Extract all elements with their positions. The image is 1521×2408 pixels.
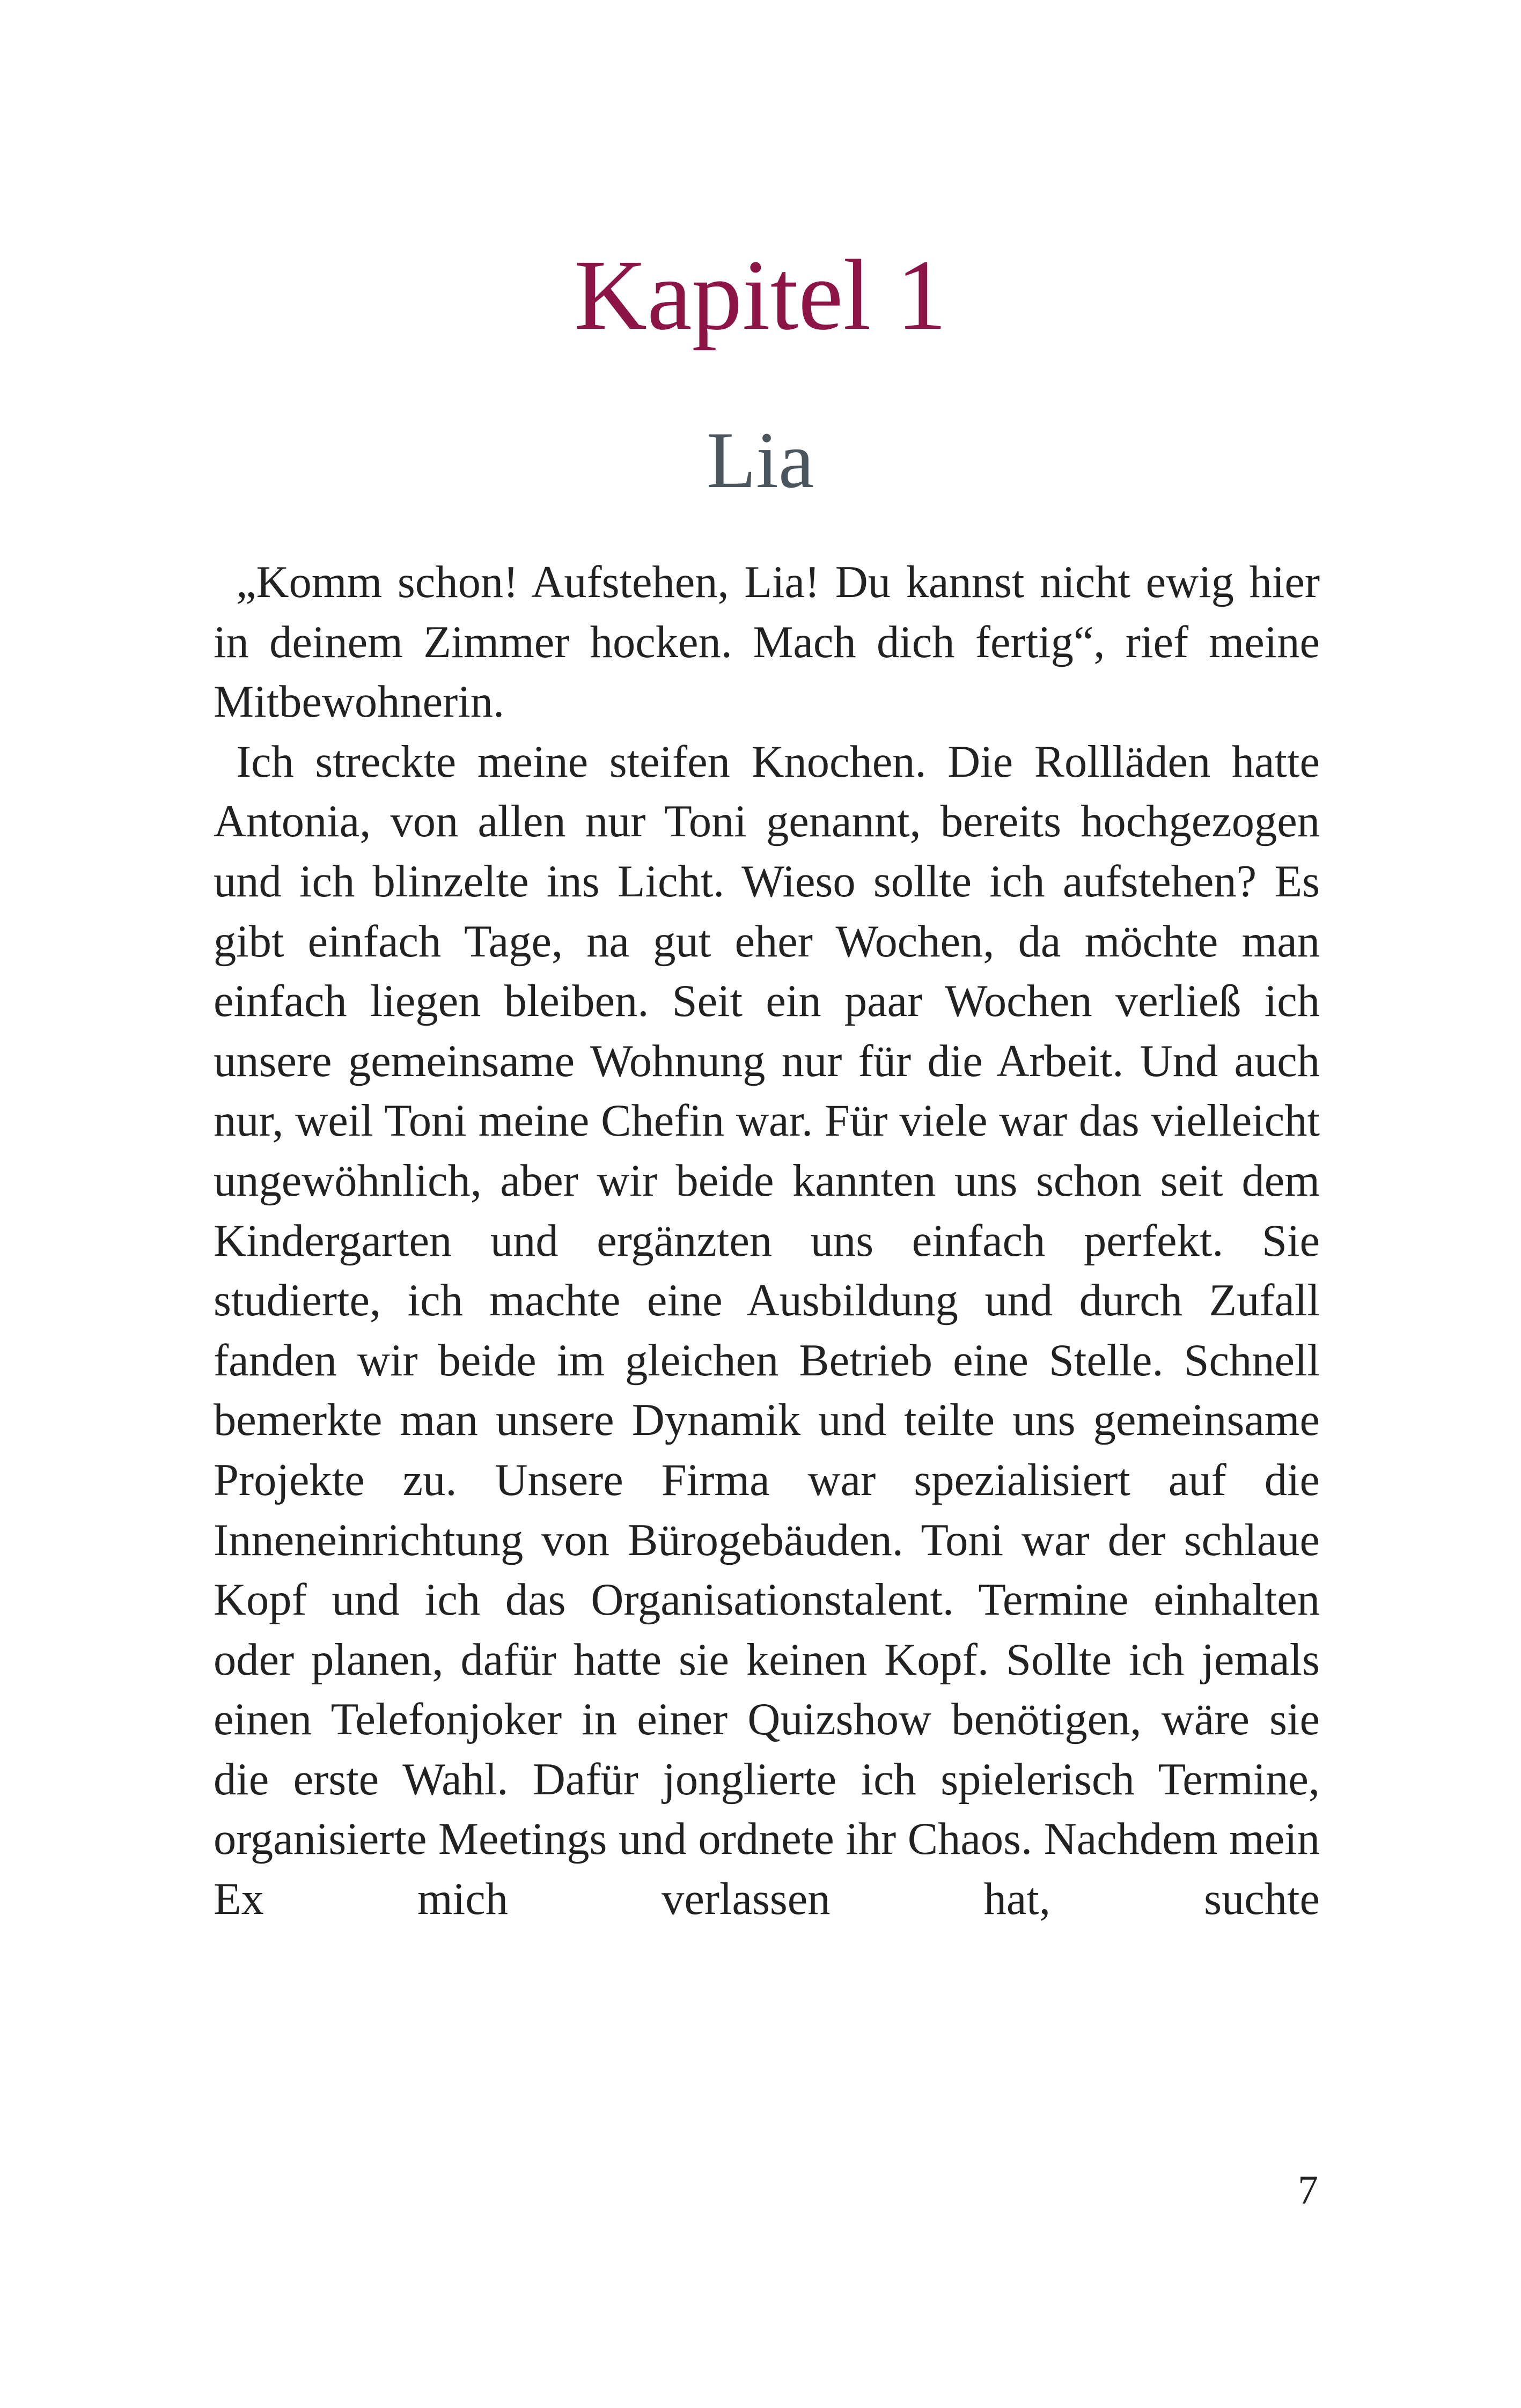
chapter-subtitle: Lia <box>707 416 814 505</box>
paragraph-1: „Komm schon! Aufstehen, Lia! Du kannst nicht ewig hier in deinem Zimmer hocken. Mach dich fertig“, rief meine Mitbewohnerin. <box>214 557 1320 727</box>
page-number: 7 <box>1298 2168 1318 2213</box>
paragraph-2: Ich streckte meine steifen Knochen. Die Rollläden hatte Antonia, von allen nur Toni genannt, bereits hochgezogen und ich blinzelte ins Licht. Wieso sollte ich aufstehen? Es gibt einfach Tage, na gut eher Wochen, da möchte man einfach liegen bleiben. Seit ein paar Wochen verließ ich unsere gemeinsame Wohnung nur für die Arbeit. Und auch nur, weil Toni meine Chefin war. Für viele war das vielleicht ungewöhnlich, aber wir beide kannten uns schon seit dem Kindergarten und ergänzten uns einfach perfekt. Sie studierte, ich machte eine Ausbildung und durch Zufall fanden wir beide im gleichen Betrieb eine Stelle. Schnell bemerkte man unsere Dynamik und teilte uns gemeinsame Projekte zu. Unsere Firma war spezialisiert auf die Inneneinrichtung von Bürogebäuden. Toni war der schlaue Kopf und ich das Organisationstalent. Termine einhalten oder planen, dafür hatte sie keinen Kopf. Sollte ich jemals einen Telefonjoker in einer Quizshow benötigen, wäre sie die erste Wahl. Dafür jonglierte ich spielerisch Termine, organisierte Meetings und ordnete ihr Chaos. Nachdem mein Ex mich verlassen hat, suchte <box>214 737 1320 1925</box>
chapter-title: Kapitel 1 <box>574 239 947 351</box>
chapter-body <box>214 553 1320 1930</box>
